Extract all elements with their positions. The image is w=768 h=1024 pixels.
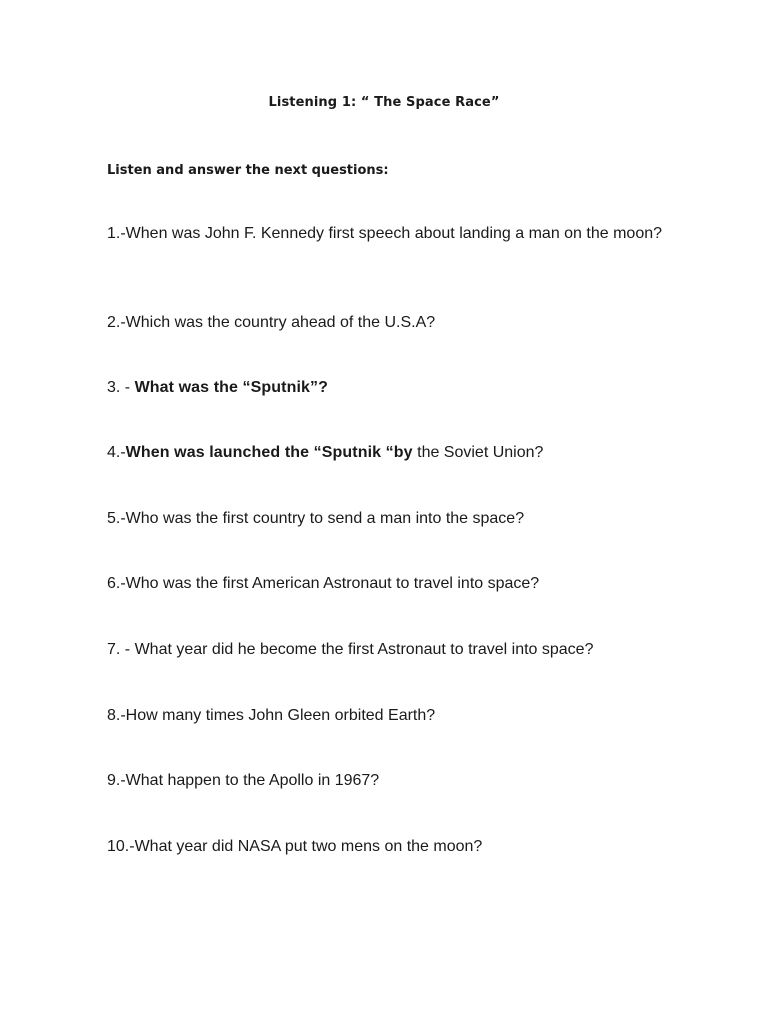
- question-4-bold-text: When was launched the “Sputnik “by: [125, 444, 413, 461]
- question-8: 8.-How many times John Gleen orbited Earth?: [107, 707, 436, 724]
- question-9: 9.-What happen to the Apollo in 1967?: [107, 772, 380, 789]
- question-4: [107, 441, 667, 464]
- question-3: [107, 376, 667, 399]
- instruction-text: Listen and answer the next questions:: [107, 163, 389, 178]
- question-4-suffix: the Soviet Union?: [412, 444, 544, 461]
- question-5: 5.-Who was the first country to send a man into the space?: [107, 510, 525, 527]
- question-3-bold-text: What was the “Sputnik”?: [134, 379, 328, 396]
- question-6: 6.-Who was the first American Astronaut to travel into space?: [107, 575, 540, 592]
- question-2: 2.-Which was the country ahead of the U.S.A?: [107, 314, 436, 331]
- question-10: 10.-What year did NASA put two mens on the moon?: [107, 838, 483, 855]
- question-7: 7. - What year did he become the first Astronaut to travel into space?: [107, 641, 594, 658]
- question-3-number: 3. -: [107, 379, 135, 396]
- question-1: 1.-When was John F. Kennedy first speech about landing a man on the moon?: [107, 225, 663, 242]
- question-4-number: 4.-: [107, 444, 126, 461]
- worksheet-title: Listening 1: “ The Space Race”: [268, 95, 500, 110]
